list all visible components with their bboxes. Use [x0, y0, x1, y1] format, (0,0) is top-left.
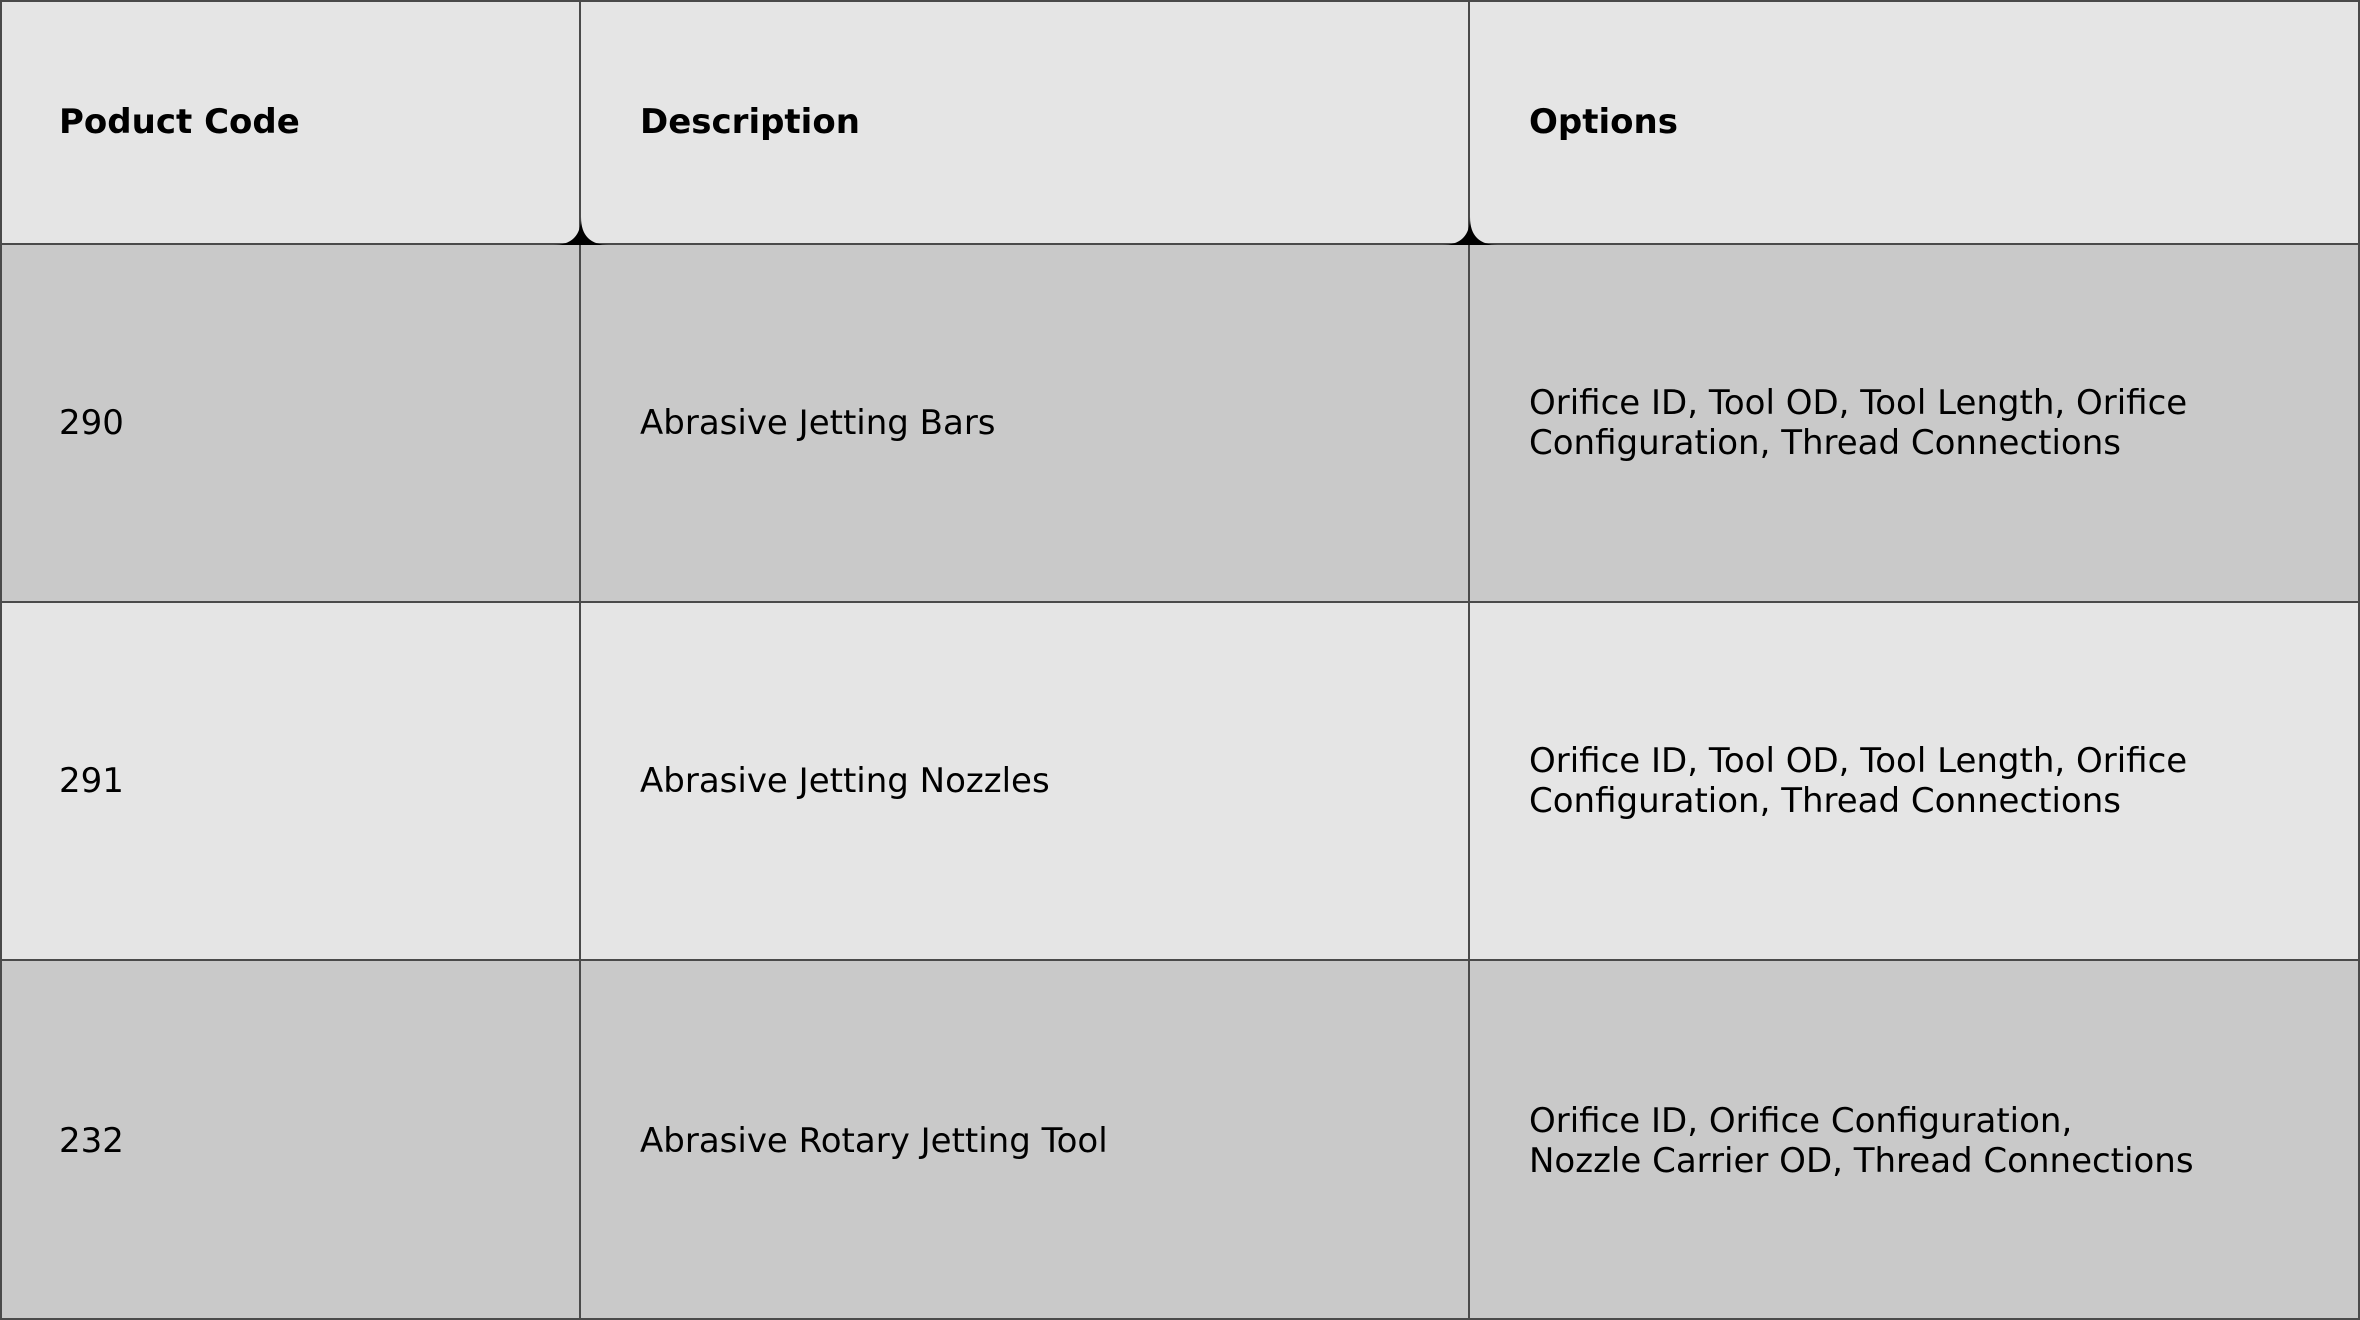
cell-description: Abrasive Rotary Jetting Tool — [581, 961, 1470, 1320]
header-options: Options — [1529, 101, 1678, 142]
table-row — [0, 245, 2360, 603]
cell-description: Abrasive Jetting Nozzles — [581, 603, 1470, 959]
cell-product-code: 290 — [0, 245, 581, 601]
header-product-code: Poduct Code — [0, 0, 581, 243]
table-row — [0, 961, 2360, 1320]
table-header-row — [0, 0, 2360, 245]
cell-options: Orifice ID, Tool OD, Tool Length, Orifice Configuration, Thread Connections — [1529, 741, 2188, 821]
cell-description: Abrasive Jetting Bars — [581, 245, 1470, 601]
cell-product-code: 232 — [0, 961, 581, 1320]
cell-options: Orifice ID, Orifice Configuration, Nozzle Carrier OD, Thread Connections — [1529, 1100, 2194, 1181]
table-row — [0, 603, 2360, 961]
cell-product-code: 291 — [0, 603, 581, 959]
header-description: Description — [581, 0, 1470, 243]
cell-options: Orifice ID, Tool OD, Tool Length, Orifice Configuration, Thread Connections — [1529, 383, 2188, 463]
